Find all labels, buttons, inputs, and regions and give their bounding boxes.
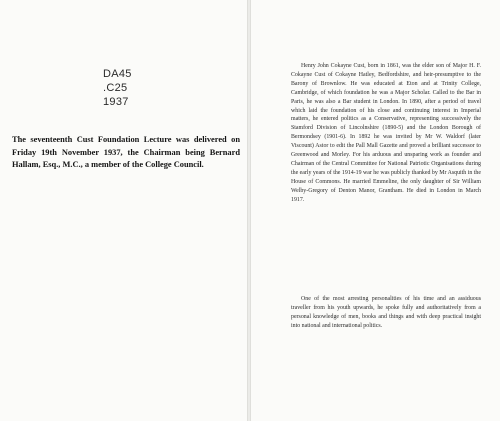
library-shelfmark xyxy=(103,67,143,109)
shelfmark-line-2: .C25 xyxy=(103,82,128,94)
shelfmark-line-1: DA45 xyxy=(103,68,132,80)
shelfmark-line-3: 1937 xyxy=(103,96,129,108)
biography-section xyxy=(291,62,481,205)
lecture-note: The seventeenth Cust Foundation Lecture was delivered on Friday 19th November 1937, the Chairman being Bernard Hallam, Esq., M.C., a member of the College Council. xyxy=(12,135,240,170)
biography-paragraph: Henry John Cokayne Cust, born in 1861, was the elder son of Major H. F. Cokayne Cust of Cokayne Hatley, Bedfordshire, and heir-presumptive to the Barony of Brownlow. He was educated at Eton and at Trinity College, Cambridge, of which foundation he was a Major Scholar. Called to the Bar in Paris, he was also a Bar student in London. In 1890, after a period of travel which laid the foundation of his close and continuing interest in Imperial matters, he entered politics as a Conservative, representing successively the Stamford Division of Lincolnshire (1890-5) and the London Borough of Bermondsey (1901-6). In 1892 he was invited by Mr W. Waldorf (later Viscount) Astor to edit the Pall Mall Gazette and proved a brilliant successor to Greenwood and Morley. For his arduous and unsparing work as founder and Chairman of the Central Committee for National Patriotic Organisations during the early years of the 1914-19 war he was publicly thanked by Mr Asquith in the House of Commons. He married Emmeline, the only daughter of Sir William Welby-Gregory of Denton Manor, Grantham. He died in London in March 1917. xyxy=(291,63,481,203)
right-page xyxy=(251,0,500,421)
left-page xyxy=(0,0,247,421)
summary-paragraph: One of the most arresting personalities of his time and an assiduous traveller from his youth upwards, he spoke fully and authoritatively from a personal knowledge of men, books and things and with deep practical insight into national and international politics. xyxy=(291,296,481,329)
summary-section xyxy=(291,295,481,331)
